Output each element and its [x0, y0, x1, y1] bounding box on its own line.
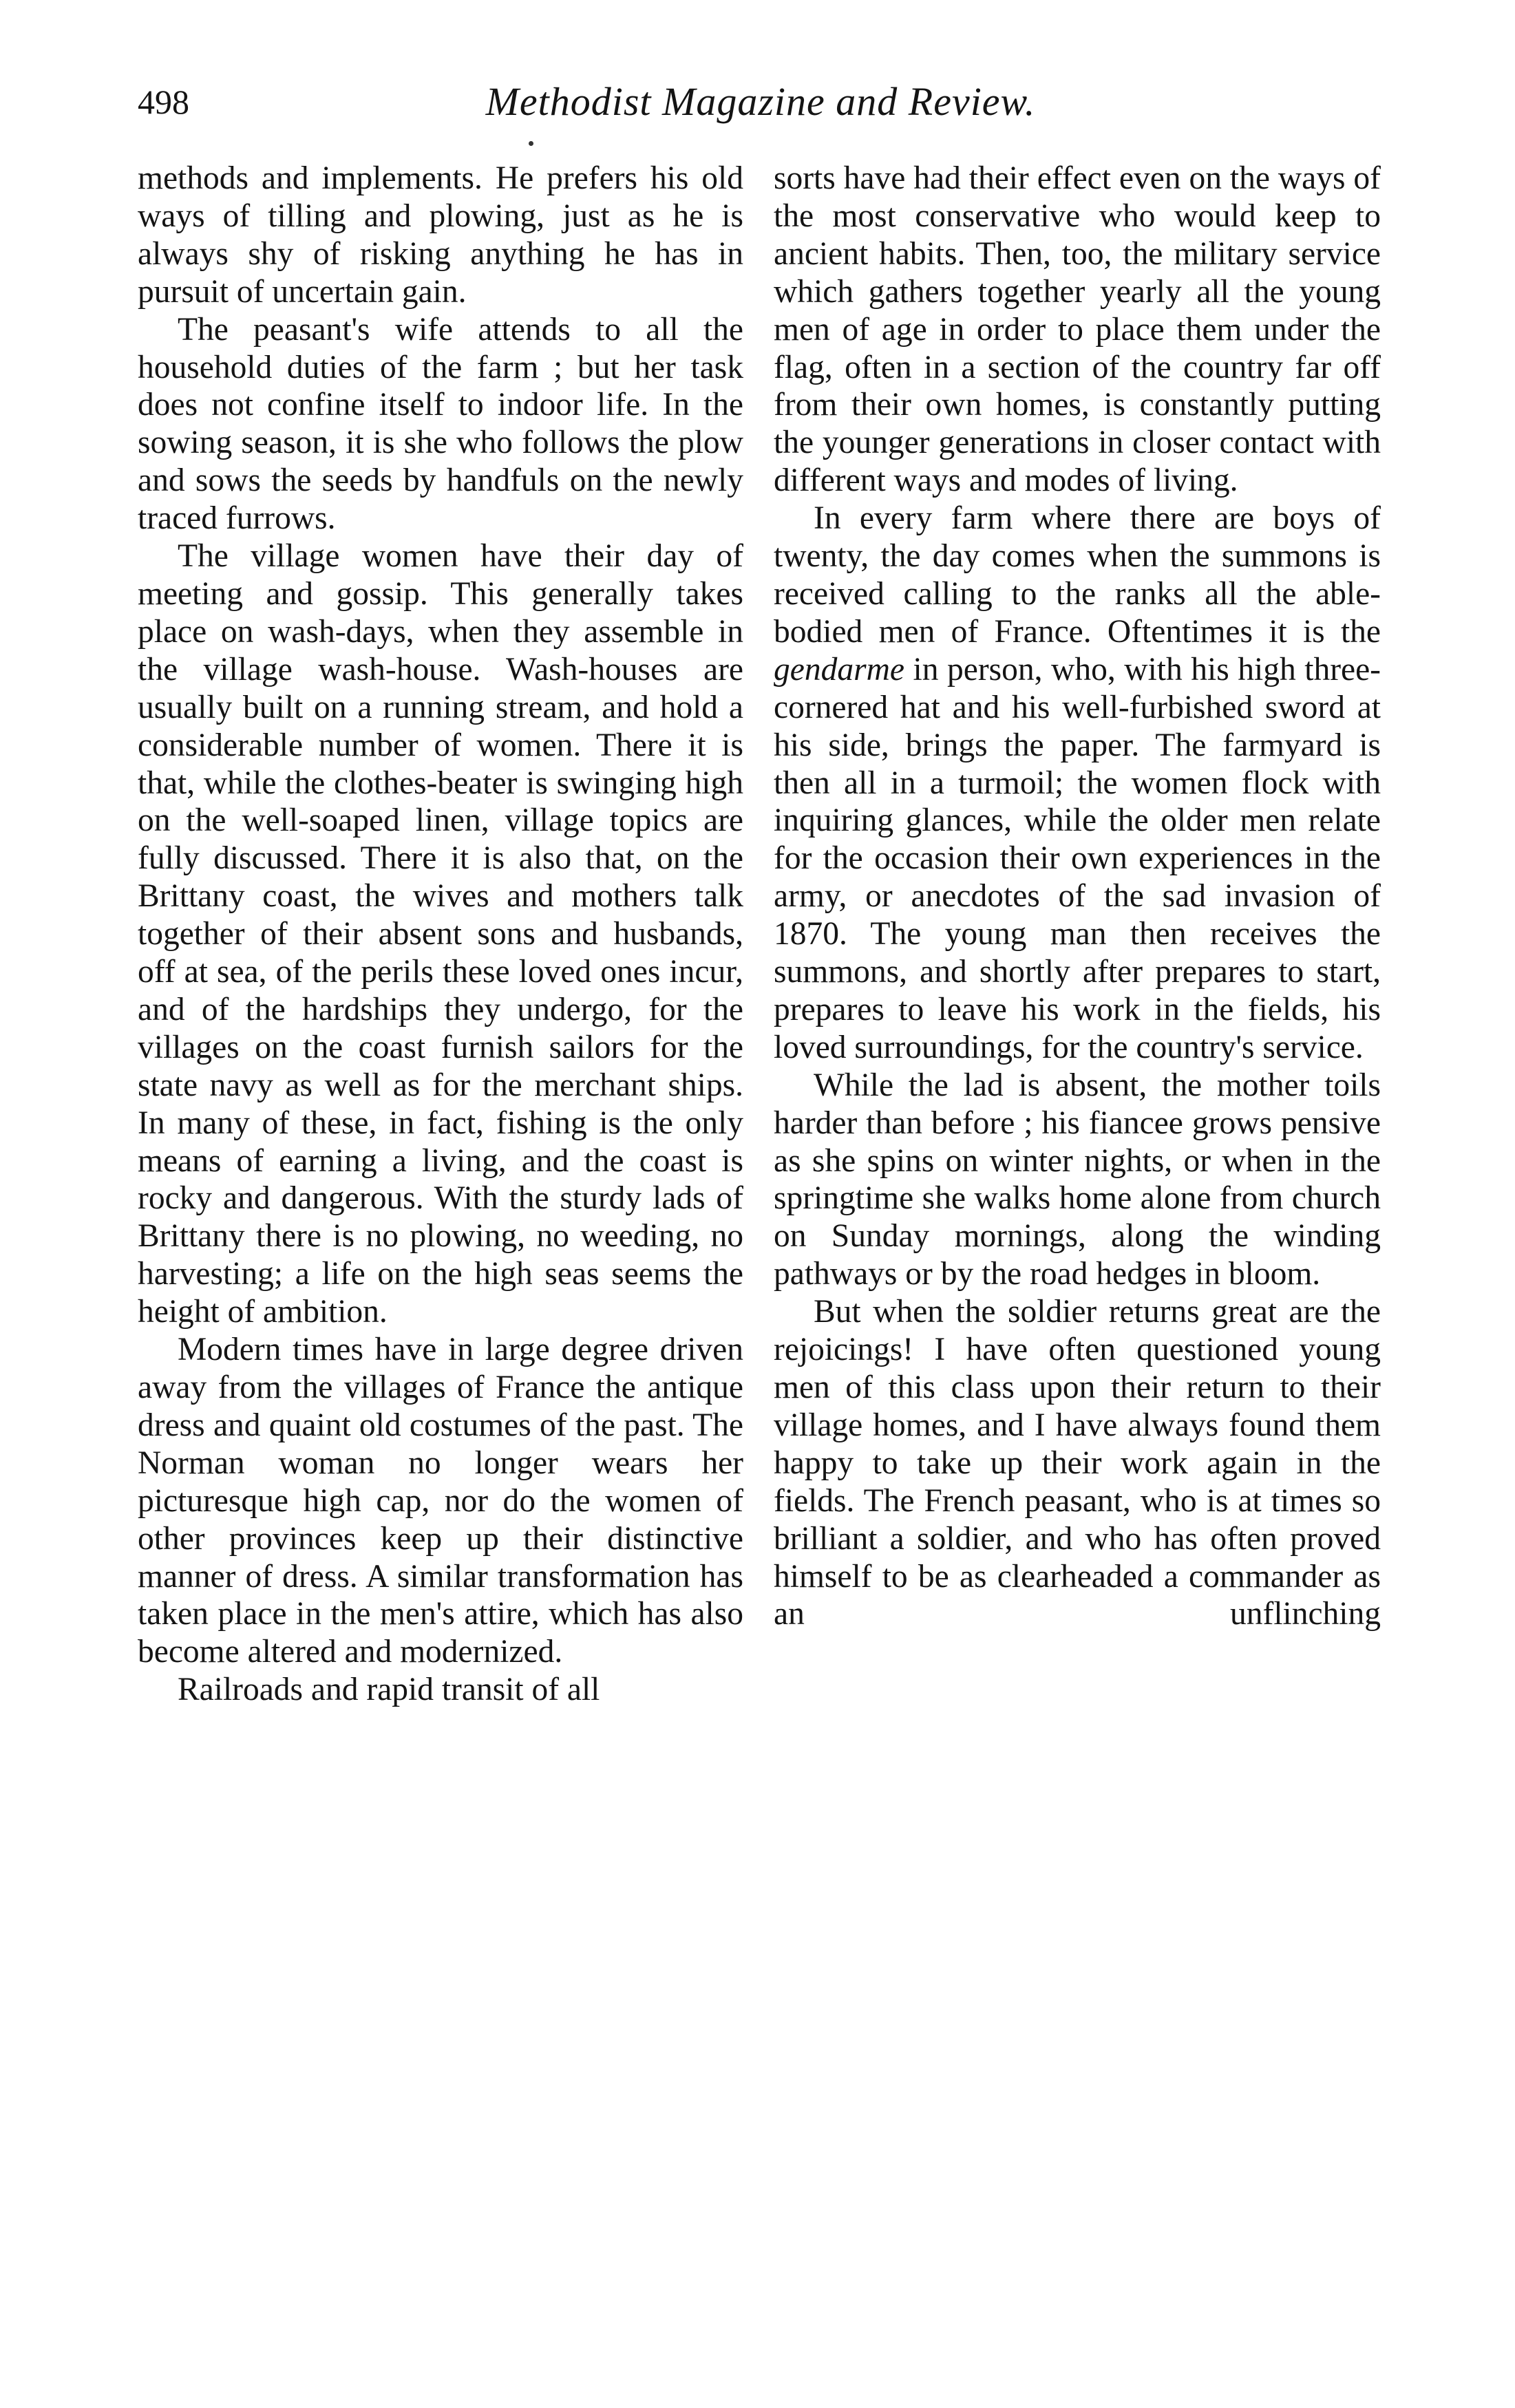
paragraph-continued: sorts have had their effect even on the ways of the most conservative who would keep to ancient habits. Then, too, the military service which gathers together yearly all the young men of age in order to place them under the flag, often in a section of the country far off from their own homes, is constantly putting the younger generations in closer contact with different ways and modes of living. — [774, 160, 1381, 499]
decorative-dot — [529, 141, 533, 146]
paragraph: While the lad is absent, the mother toils harder than before ; his fiancee grows pensive as she spins on winter nights, or when in the springtime she walks home alone from church on Sunday mornings, along the winding pathways or by the road hedges in bloom. — [774, 1067, 1381, 1292]
paragraph-continued: methods and implements. He prefers his old ways of tilling and plowing, just as he is always shy of risking anything he has in pursuit of uncertain gain. — [138, 160, 743, 310]
paragraph — [774, 500, 1381, 1067]
running-title: Methodist Magazine and Review. — [485, 79, 1036, 124]
italic-term: gendarme — [774, 651, 904, 688]
page-header — [138, 74, 1384, 129]
paragraph: But when the soldier returns great are the rejoicings! I have often questioned young men of this class upon their return to their village homes, and I have always found them happy to take up their work again in the fields. The French peasant, who is at times so brilliant a soldier, and who has often proved himself to be as clearheaded a commander as an unflinching — [774, 1294, 1381, 1632]
paragraph: The peasant's wife attends to all the household duties of the farm ; but her task does not confine itself to indoor life. In the sowing season, it is she who follows the plow and sows the seeds by handfuls on the newly traced furrows. — [138, 311, 743, 537]
text-run: in person, who, with his high three-cornered hat and his well-furbished sword at his side, brings the paper. The farmyard is then all in a turmoil; the women flock with inquiring glances, while the older men relate for the occasion their own experiences in the army, or anecdotes of the sad invasion of 1870. The young man then receives the summons, and shortly after prepares to start, prepares to leave his work in the fields, his loved surroundings, for the country's service. — [774, 651, 1381, 1065]
paragraph: Modern times have in large degree driven away from the villages of France the antique dress and quaint old costumes of the past. The Norman woman no longer wears her picturesque high cap, nor do the women of other provinces keep up their distinctive manner of dress. A similar transformation has taken place in the men's attire, which has also become altered and modernized. — [138, 1332, 743, 1670]
paragraph: The village women have their day of meeting and gossip. This generally takes place on wash-days, when they assemble in the village wash-house. Wash-houses are usually built on a running stream, and hold a considerable number of women. There it is that, while the clothes-beater is swinging high on the well-soaped linen, village topics are fully discussed. There it is also that, on the Brittany coast, the wives and mothers talk together of their absent sons and husbands, off at sea, of the perils these loved ones incur, and of the hardships they undergo, for the villages on the coast furnish sailors for the state navy as well as for the merchant ships. In many of these, in fact, fishing is the only means of earning a living, and the coast is rocky and dangerous. With the sturdy lads of Brittany there is no plowing, no weeding, no harvesting; a life on the high seas seems the height of ambition. — [138, 538, 743, 1330]
paragraph: Railroads and rapid transit of all — [178, 1672, 600, 1708]
text-run: In every farm where there are boys of twenty, the day comes when the summons is received calling to the ranks all the able-bodied men of France. Oftentimes it is the — [774, 500, 1381, 650]
left-column — [138, 160, 743, 1709]
right-column — [774, 160, 1381, 1633]
page-number: 498 — [138, 83, 189, 121]
